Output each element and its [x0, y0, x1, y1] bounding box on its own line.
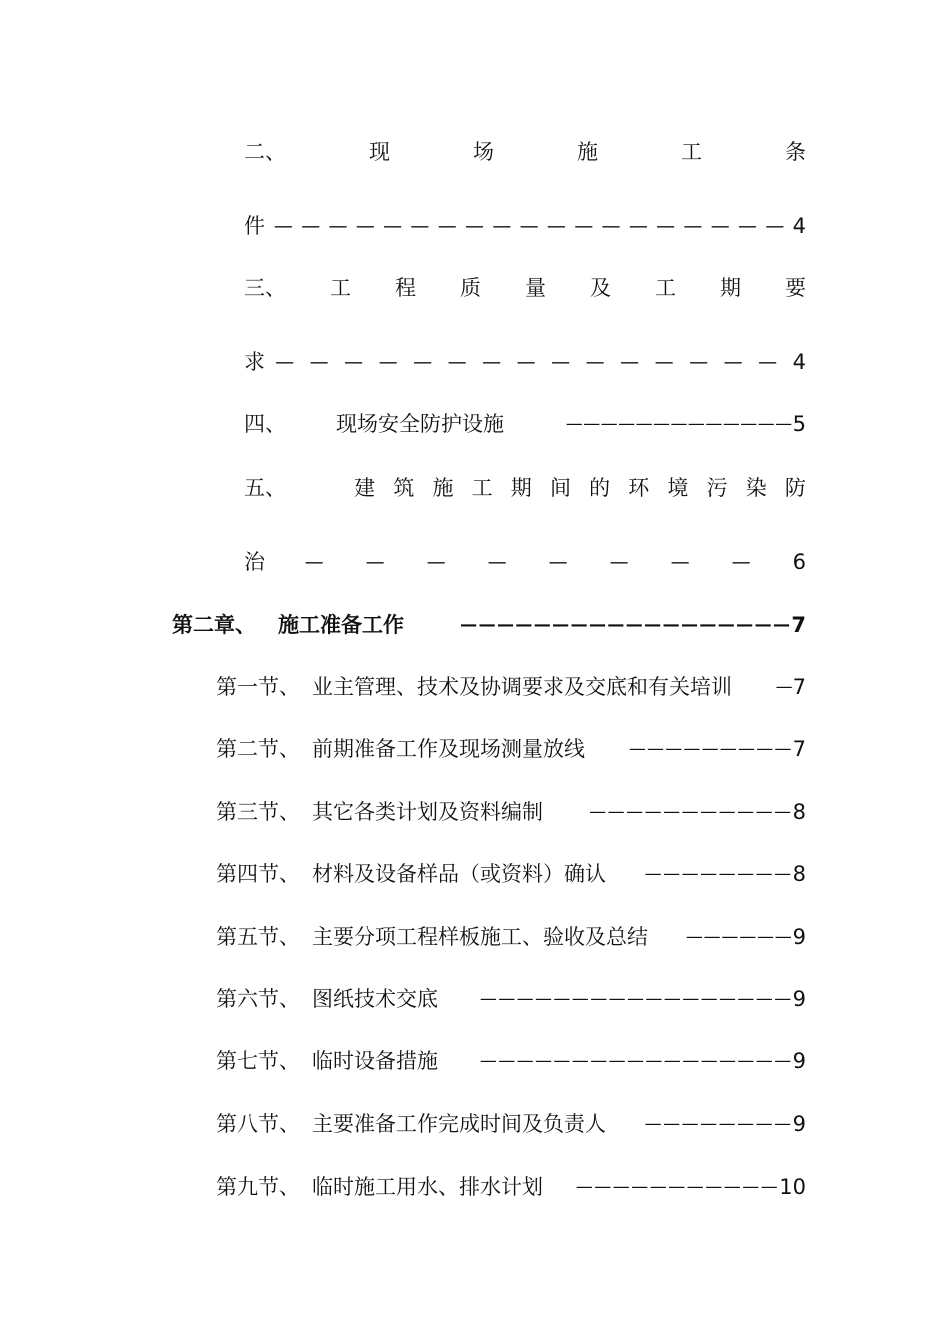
toc-num: 第二节、 [216, 737, 300, 761]
toc-text: 临时施工用水、排水计划 [312, 1175, 543, 1199]
toc-num: 第九节、 [216, 1175, 300, 1199]
toc-page: 9 [792, 925, 806, 949]
toc-num: 二、 [244, 140, 286, 164]
toc-num: 三、 [244, 276, 286, 300]
toc-num: 第五节、 [216, 925, 300, 949]
toc-char: 量 [525, 276, 546, 300]
toc-char: 施 [577, 140, 598, 164]
toc-char: 要 [785, 276, 806, 300]
toc-char: 染 [745, 476, 767, 500]
toc-entry-4[interactable] [244, 408, 806, 440]
toc-leader: ————————————— [565, 414, 793, 434]
toc-char: 工 [330, 276, 351, 300]
toc-text: 主要分项工程样板施工、验收及总结 [312, 925, 648, 949]
toc-char: 环 [628, 476, 650, 500]
toc-char: 防 [784, 476, 806, 500]
toc-char: 场 [473, 140, 494, 164]
toc-text: 前期准备工作及现场测量放线 [312, 737, 585, 761]
toc-leader: ————————————————— [479, 989, 793, 1009]
toc-text: 业主管理、技术及协调要求及交底和有关培训 [312, 675, 732, 699]
toc-leader: ————————— [628, 739, 793, 759]
toc-section-9[interactable] [216, 1171, 806, 1203]
toc-text: 件 [244, 214, 265, 238]
toc-char: 期 [510, 476, 532, 500]
toc-entry-3-line1[interactable] [244, 272, 806, 304]
toc-page: 9 [792, 1112, 806, 1136]
toc-section-6[interactable] [216, 983, 806, 1015]
toc-section-3[interactable] [216, 796, 806, 828]
toc-char: 工 [681, 140, 702, 164]
toc-char: 现 [369, 140, 390, 164]
toc-text: 现场安全防护设施 [336, 412, 504, 436]
toc-char: 施 [432, 476, 454, 500]
toc-page: 4 [792, 214, 806, 238]
toc-char: 间 [549, 476, 571, 500]
toc-num: 第四节、 [216, 862, 300, 886]
toc-num: 第一节、 [216, 675, 300, 699]
toc-page: 10 [779, 1175, 806, 1199]
toc-char: 筑 [393, 476, 415, 500]
toc-char: 工 [471, 476, 493, 500]
toc-entry-2-line1[interactable] [244, 136, 806, 168]
toc-char: 程 [395, 276, 416, 300]
toc-num: 第六节、 [216, 987, 300, 1011]
toc-page: 9 [792, 987, 806, 1011]
toc-char: 条 [785, 140, 806, 164]
toc-text: 其它各类计划及资料编制 [312, 800, 543, 824]
toc-section-8[interactable] [216, 1108, 806, 1140]
toc-num: 四、 [244, 412, 286, 436]
toc-page: 7 [791, 613, 806, 637]
toc-leader: ———————— [644, 864, 793, 884]
toc-section-1[interactable] [216, 671, 806, 703]
toc-text: 材料及设备样品（或资料）确认 [312, 862, 606, 886]
toc-page: 7 [792, 675, 806, 699]
toc-section-4[interactable] [216, 858, 806, 890]
toc-text: 施工准备工作 [278, 613, 404, 637]
toc-page: 9 [792, 1049, 806, 1073]
toc-text: 治 [244, 550, 265, 574]
toc-char: 建 [354, 476, 376, 500]
toc-num: 第八节、 [216, 1112, 300, 1136]
toc-text: 图纸技术交底 [312, 987, 438, 1011]
toc-num: 第三节、 [216, 800, 300, 824]
toc-char: 污 [706, 476, 728, 500]
toc-page: 8 [792, 800, 806, 824]
toc-char: 质 [460, 276, 481, 300]
toc-page: 5 [792, 412, 806, 436]
toc-leader: — [775, 677, 793, 697]
toc-leader: ——————————————— [275, 351, 793, 373]
toc-text: 临时设备措施 [312, 1049, 438, 1073]
toc-leader: —————— [685, 927, 793, 947]
toc-char: 的 [589, 476, 611, 500]
toc-char: 工 [655, 276, 676, 300]
toc-num: 第七节、 [216, 1049, 300, 1073]
toc-entry-5-line2[interactable] [244, 546, 806, 578]
toc-leader: ———————— [304, 551, 793, 573]
toc-page: 7 [792, 737, 806, 761]
toc-num: 第二章、 [172, 613, 256, 637]
toc-char: 及 [590, 276, 611, 300]
toc-page: 8 [792, 862, 806, 886]
toc-section-5[interactable] [216, 921, 806, 953]
toc-text: 主要准备工作完成时间及负责人 [312, 1112, 606, 1136]
toc-entry-5-line1[interactable] [244, 472, 806, 504]
toc-leader: ——————————— [575, 1177, 780, 1197]
toc-chapter-2[interactable] [172, 609, 806, 641]
toc-char: 期 [720, 276, 741, 300]
toc-text: 求 [244, 350, 265, 374]
toc-section-2[interactable] [216, 733, 806, 765]
toc-char: 境 [667, 476, 689, 500]
toc-leader: —————————————————— [460, 615, 792, 635]
toc-page: 4 [792, 350, 806, 374]
toc-leader: ————————————————— [479, 1051, 793, 1071]
toc-section-7[interactable] [216, 1045, 806, 1077]
toc-entry-3-line2[interactable] [244, 346, 806, 378]
toc-leader: ———————— [644, 1114, 793, 1134]
toc-page: 6 [792, 550, 806, 574]
toc-entry-2-line2[interactable] [244, 210, 806, 242]
toc-leader: ——————————— [589, 802, 793, 822]
toc-leader: ——————————————————— [273, 215, 793, 237]
toc-num: 五、 [244, 476, 286, 500]
